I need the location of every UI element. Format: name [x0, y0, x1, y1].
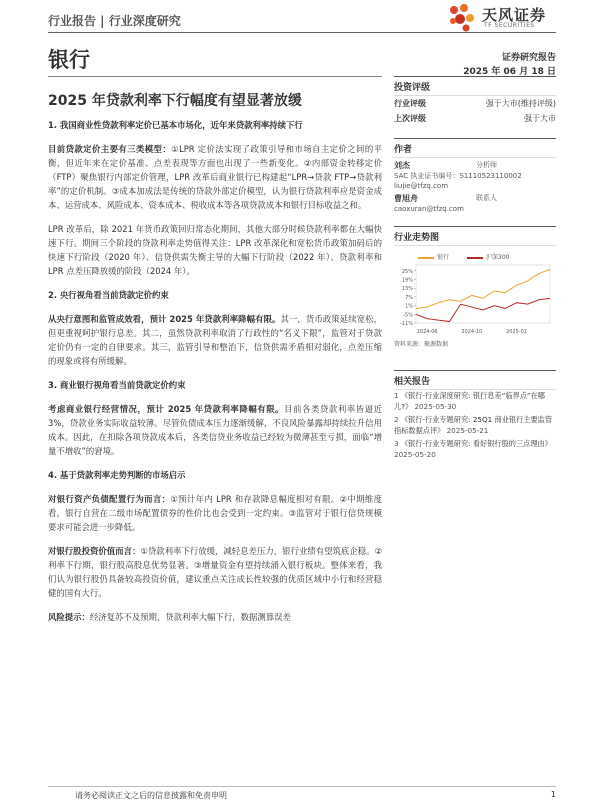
breadcrumb: 行业报告 | 行业深度研究 — [48, 14, 181, 28]
section-1-title: 1. 我国商业性贷款利率定价已基本市场化，近年来贷款利率持续下行 — [48, 120, 303, 130]
paragraph-5 — [48, 492, 382, 534]
rating-value: 强于大市(维持评级) — [485, 99, 556, 108]
paragraph-6-lead: 对银行股投资价值而言： — [48, 546, 141, 556]
related-report-date: 2025-05-20 — [394, 450, 436, 459]
related-report-title[interactable]: 《银行-行业深度研究: 银行息差“临界点”在哪儿?》 — [394, 391, 545, 411]
main-body — [48, 118, 382, 634]
author-2-role: 联系人 — [476, 194, 497, 202]
x-tick-label: 2025-02 — [506, 329, 527, 335]
legend-item-hs300 — [467, 252, 509, 261]
paragraph-1 — [48, 142, 382, 212]
footer-rule — [48, 786, 556, 787]
title-rule — [48, 76, 382, 77]
header-rule — [48, 32, 556, 33]
author-section-title: 作者 — [394, 138, 556, 158]
related-report-item[interactable] — [394, 438, 556, 460]
report-date: 2025 年 06 月 18 日 — [463, 67, 556, 77]
rating-section-title: 投资评级 — [394, 76, 556, 96]
author-2 — [394, 193, 556, 204]
trend-chart-plot — [394, 261, 554, 335]
paragraph-1-text: ①LPR 定价法实现了政策引导和市场自主定价之间的平衡，但近年来在定价基准、点差表现等方面也出现了一些新变化。②内部资金转移定价（FTP）聚焦银行内部定价管理，LPR 改革后商业银行已构建起“LPR→贷款 FTP→贷款利率”的定价机制。③成本加成法是传统的贷款外部定价模型，认为银行贷款利率应是资金成本、运营成本、风险成本、资本成本、税收成本等各项贷款成本和银行目标收益之和。 — [48, 144, 382, 210]
section-2-title: 2. 央行视角看当前贷款定价约束 — [48, 290, 169, 300]
y-tick-label: -5% — [403, 312, 413, 319]
trend-chart — [394, 252, 556, 337]
series-line-hs300 — [416, 298, 550, 321]
chart-source: 资料来源：聚源数据 — [394, 341, 449, 348]
related-report-number: 2 — [394, 415, 401, 424]
x-tick-label: 2024-06 — [416, 329, 438, 335]
paragraph-4-text: 目前各类贷款利率皆逼近 3%，贷款业务实际收益较薄。尽管负债成本压力逐渐缓解，不良风险暴露却持续拉升信用成本。因此，在扣除各项贷款成本后，各类信贷业务收益已经较为微薄甚至亏损，面临“增量不增收”的窘境。 — [48, 404, 383, 456]
related-report-title[interactable]: 《银行-行业专题研究: 25Q1 商业银行主要监管指标数据点评》 — [394, 415, 553, 435]
related-report-title[interactable]: 《银行-行业专题研究: 看好银行股的三点理由》 — [400, 439, 552, 448]
x-tick-label: 2024-10 — [461, 329, 483, 335]
paragraph-1-lead: 目前贷款定价主要有三类模型： — [48, 144, 172, 154]
chart-legend — [394, 252, 556, 261]
risk-warning — [48, 610, 382, 624]
section-4-title: 4. 基于贷款利率走势判断的市场启示 — [48, 470, 186, 480]
author-1-email[interactable]: liujie@tfzq.com — [394, 182, 449, 190]
paragraph-3 — [48, 312, 382, 368]
paragraph-2: LPR 改革后，除 2021 年货币政策回归常态化期间，其他大部分时候贷款利率都在大幅快速下行。期间三个阶段的贷款利率走势值得关注：LPR 改革深化和宽松货币政策加码后的快速下行阶段（2020 年）、信贷供需失衡主导的大幅下行阶段（2022 年）、贷款利率和 LPR 点差压降放缓的阶段（2024 年）。 — [48, 224, 382, 276]
previous-rating-value: 强于大市 — [524, 114, 556, 123]
author-1-name: 刘杰 — [394, 161, 410, 170]
related-report-date: 2025-05-30 — [412, 402, 457, 411]
trend-chart-title: 行业走势图 — [394, 226, 556, 246]
author-1 — [394, 160, 556, 171]
y-tick-label: 7% — [405, 294, 413, 301]
related-report-item[interactable] — [394, 390, 556, 412]
report-title: 2025 年贷款利率下行幅度有望显著放缓 — [48, 93, 302, 109]
legend-label-hs300: 沪深300 — [486, 254, 510, 261]
paragraph-5-lead: 对银行资产负债配置行为而言： — [48, 494, 171, 504]
author-2-name: 曹旭舟 — [394, 194, 418, 203]
paragraph-6 — [48, 544, 382, 600]
previous-rating-row — [394, 111, 556, 126]
logo-text: 天风证券 — [482, 6, 547, 24]
paragraph-6-text: ①贷款利率下行放缓，减轻息差压力，银行业绩有望筑底企稳。②利率下行期，银行股高股息优势显著。③增量资金有望持续涌入银行板块。整体来看，我们认为银行股仍具备较高投资价值，建议重点关注成长性较强的优质区域中小行和经营稳健的国有大行。 — [48, 546, 383, 598]
y-tick-label: 25% — [401, 268, 413, 275]
paragraph-3-text: 其一，货币政策延续宽松，但更重视呵护银行息差。其二，虽然贷款利率取消了行政性的“名义下限”，监管对于贷款定价仍有一定的自律要求。其三，监管引导和整治下，信贷供需矛盾相对弱化，点差压缩的现象或将有所缓解。 — [48, 314, 382, 366]
risk-warning-text: 经济复苏不及预期，贷款利率大幅下行，数据测算误差 — [89, 612, 291, 622]
plot-frame — [416, 265, 550, 323]
paragraph-3-lead: 从央行意图和监管成效看，预计 2025 年贷款利率降幅有限。 — [48, 314, 281, 324]
y-tick-label: 1% — [405, 303, 413, 310]
y-tick-label: 13% — [401, 286, 413, 293]
related-report-number: 3 — [394, 439, 401, 448]
related-report-number: 1 — [394, 391, 401, 400]
page-number: 1 — [550, 790, 556, 799]
author-2-email[interactable]: caoxuran@tfzq.com — [394, 205, 464, 213]
paragraph-5-text: ①预计年内 LPR 和存款降息幅度相对有限。②中期维度看，银行自营在二级市场配置债券的性价比也会受到一定约束。③监管对于银行信贷规模要求可能会进一步降低。 — [48, 494, 383, 532]
paragraph-4-lead: 考虑商业银行经营情况，预计 2025 年贷款利率降幅有限。 — [48, 404, 285, 414]
author-1-role: 分析师 — [476, 161, 497, 169]
related-list — [394, 390, 556, 460]
logo-subtitle: TF SECURITIES — [484, 22, 535, 29]
related-section-title: 相关报告 — [394, 370, 556, 390]
related-report-item[interactable] — [394, 414, 556, 436]
rating-label: 行业评级 — [394, 99, 426, 108]
legend-item-bank — [418, 252, 449, 261]
related-report-date: 2025-05-21 — [444, 426, 489, 435]
section-3-title: 3. 商业银行视角看当前贷款定价约束 — [48, 380, 186, 390]
rating-row — [394, 96, 556, 111]
paragraph-4 — [48, 402, 382, 458]
risk-warning-lead: 风险提示： — [48, 612, 90, 622]
sidebar — [394, 76, 556, 462]
series-line-bank — [416, 269, 550, 308]
legend-label-bank: 银行 — [437, 254, 450, 261]
industry-name: 银行 — [48, 48, 90, 72]
footer-disclaimer: 请务必阅读正文之后的信息披露和免责申明 — [75, 791, 227, 800]
y-tick-label: 19% — [401, 277, 413, 284]
author-1-cert: SAC 执业证书编号：S1110523110002 — [394, 172, 522, 180]
previous-rating-label: 上次评级 — [394, 114, 426, 123]
y-tick-label: -11% — [400, 321, 413, 327]
report-type: 证券研究报告 — [501, 53, 556, 63]
